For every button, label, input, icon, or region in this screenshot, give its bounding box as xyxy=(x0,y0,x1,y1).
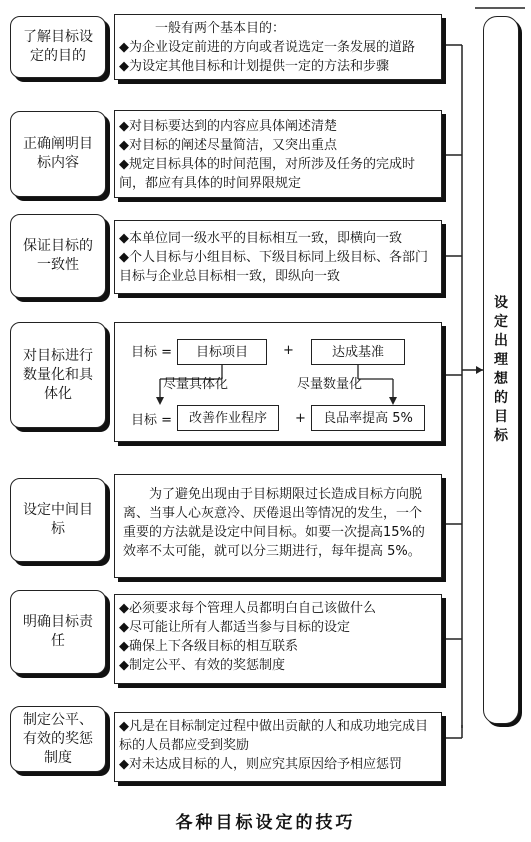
row-label-text: 了解目标设定的目的 xyxy=(23,29,93,64)
intro-text: 一般有两个基本目的： xyxy=(155,21,286,36)
row-label-midterm xyxy=(10,478,106,562)
bullet-item: ◆为设定其他目标和计划提供一定的方法和步骤 xyxy=(119,59,390,74)
row-label-consistency xyxy=(10,214,106,298)
paragraph-text: 为了避免出现由于目标期限过长造成目标方向脱离、当事人心灰意冷、厌倦退出等情况的发生，一个重要的方法就是设定中间目标。如要一次提高15%的效率不太可能，就可以分三期进行，每年提高 5%。 xyxy=(123,487,425,559)
bullet-item: ◆对目标要达到的内容应具体阐述清楚 xyxy=(119,119,338,134)
row-content-responsibility xyxy=(114,594,442,684)
bullet-item: ◆本单位同一级水平的目标相互一致，即横向一致 xyxy=(119,231,403,246)
improve-process-box: 改善作业程序 xyxy=(177,405,279,431)
equation-prefix: 目标 = xyxy=(131,345,173,360)
bullet-item: ◆确保上下各级目标的相互联系 xyxy=(119,639,299,654)
figure-caption: 各种目标设定的技巧 xyxy=(175,813,356,833)
plus-sign: + xyxy=(283,343,294,358)
bullet-item: ◆为企业设定前进的方向或者说选定一条发展的道路 xyxy=(119,40,416,55)
bullet-item: ◆对未达成目标的人，则应究其原因给予相应惩罚 xyxy=(119,757,403,772)
bullet-item: ◆制定公平、有效的奖惩制度 xyxy=(119,658,286,673)
row-label-text: 保证目标的一致性 xyxy=(23,238,93,273)
target-item-box: 目标项目 xyxy=(177,339,267,365)
plus-sign: + xyxy=(295,411,306,426)
bullet-item: ◆规定目标具体的时间范围，对所涉及任务的完成时间，都应有具体的时间界限规定 xyxy=(119,157,416,191)
row-content-content xyxy=(114,110,442,198)
row-content-midterm xyxy=(114,474,442,578)
quality-rate-box: 良品率提高 5% xyxy=(311,405,425,431)
row-label-text: 明确目标责任 xyxy=(23,614,93,649)
final-goal-box xyxy=(483,16,519,724)
final-goal-text: 设定出理想的目标 xyxy=(494,295,508,444)
row-label-reward xyxy=(10,706,106,772)
standard-box: 达成基准 xyxy=(311,339,405,365)
row-label-text: 设定中间目标 xyxy=(23,502,93,537)
row-label-quantify xyxy=(10,322,106,428)
bullet-item: ◆个人目标与小组目标、下级目标同上级目标、各部门目标与企业总目标相一致，即纵向一致 xyxy=(119,250,429,284)
bullet-item: ◆对目标的阐述尽量简洁，又突出重点 xyxy=(119,138,338,153)
row-content-consistency xyxy=(114,220,442,294)
row-content-purpose xyxy=(114,14,442,80)
row-label-purpose xyxy=(10,16,106,78)
equation-prefix: 目标 = xyxy=(131,413,173,428)
row-content-quantify xyxy=(114,322,442,442)
row-label-text: 正确阐明目标内容 xyxy=(23,136,93,171)
row-label-text: 对目标进行数量化和具体化 xyxy=(23,347,93,402)
bullet-item: ◆尽可能让所有人都适当参与目标的设定 xyxy=(119,620,351,635)
row-label-content xyxy=(10,111,106,197)
concrete-label: 尽量具体化 xyxy=(163,377,229,392)
bullet-item: ◆必须要求每个管理人员都明白自己该做什么 xyxy=(119,601,377,616)
quantify-label: 尽量数量化 xyxy=(297,377,363,392)
bullet-item: ◆凡是在目标制定过程中做出贡献的人和成功地完成目标的人员都应受到奖励 xyxy=(119,719,429,753)
row-content-reward xyxy=(114,712,442,782)
row-label-text: 制定公平、有效的奖惩制度 xyxy=(23,711,93,766)
row-label-responsibility xyxy=(10,590,106,674)
